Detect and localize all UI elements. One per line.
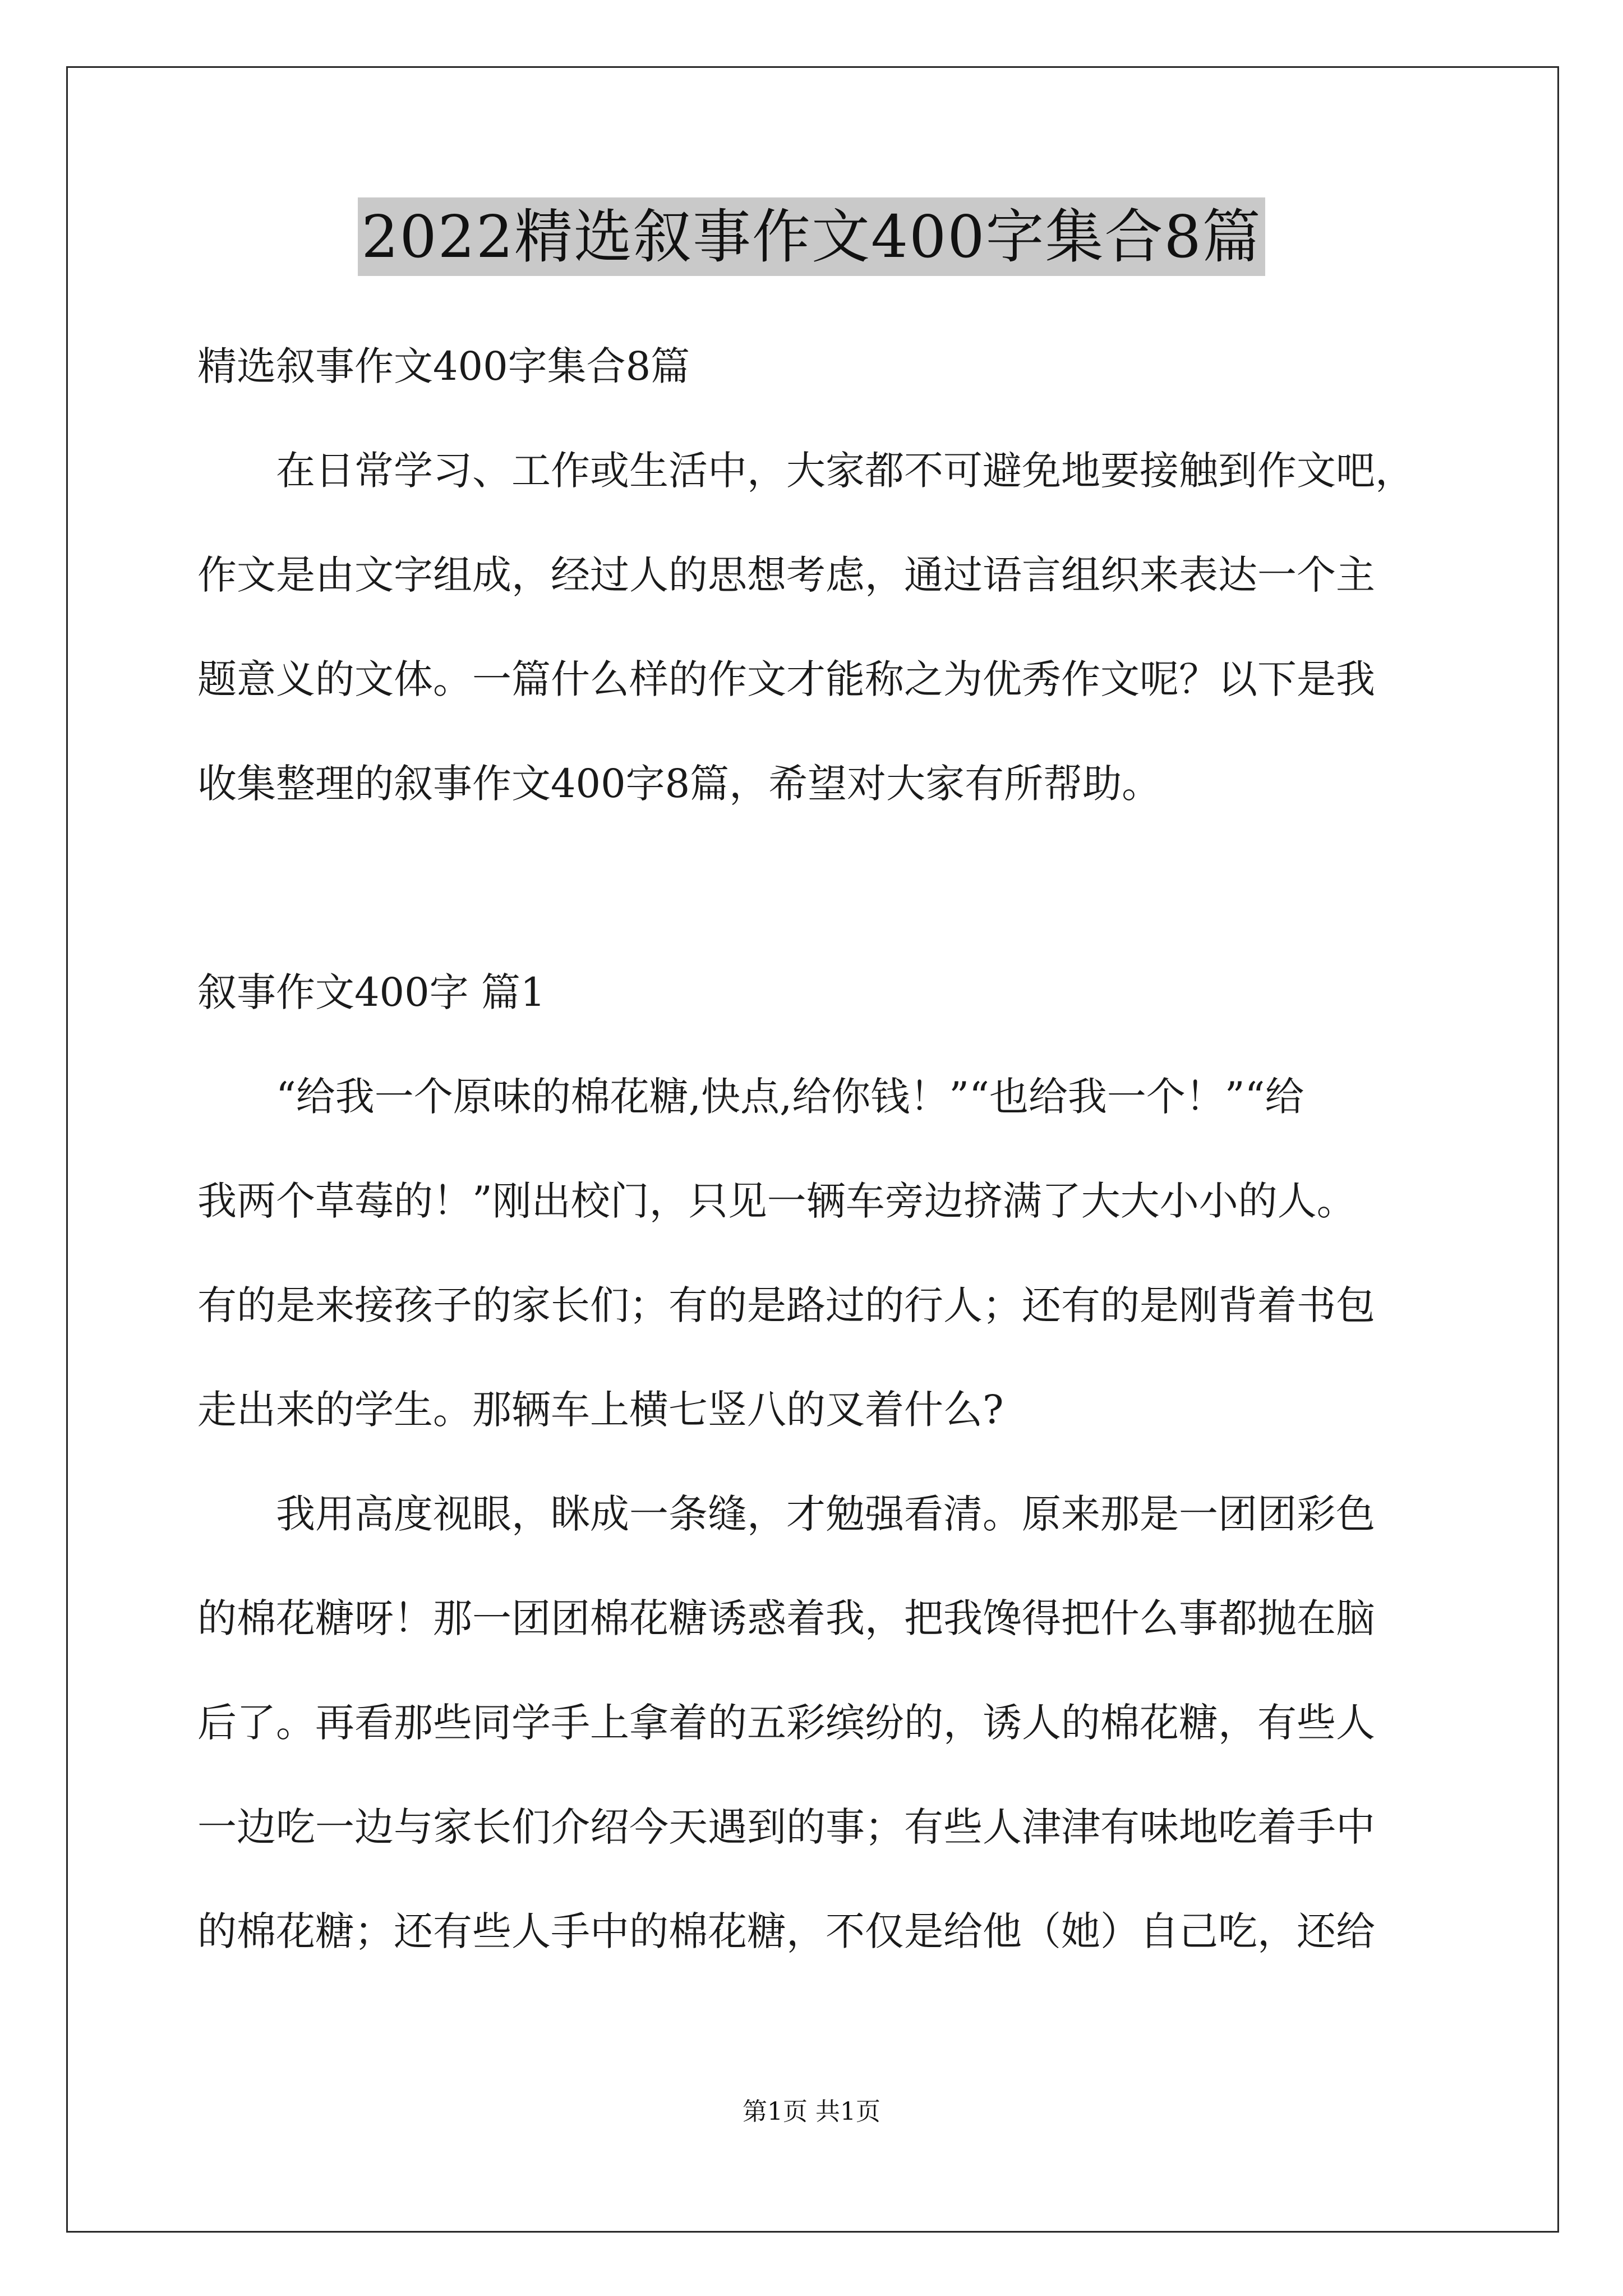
paragraph-line: 我用高度视眼，眯成一条缝，才勉强看清。原来那是一团团彩色	[276, 1491, 1375, 1537]
page-number-footer: 第1页 共1页	[743, 2097, 880, 2126]
document-subtitle: 精选叙事作文400字集合8篇	[197, 343, 690, 389]
document-body	[197, 314, 1431, 1984]
paragraph-line: 一边吃一边与家长们介绍今天遇到的事；有些人津津有味地吃着手中	[197, 1804, 1375, 1850]
document-title: 2022精选叙事作文400字集合8篇	[358, 197, 1265, 276]
story-paragraph-2	[197, 1462, 1431, 1984]
story-paragraph-1	[197, 1045, 1431, 1462]
intro-line: 题意义的文体。一篇什么样的作文才能称之为优秀作文呢？以下是我	[197, 656, 1375, 702]
section-heading: 叙事作文400字 篇1	[197, 969, 546, 1015]
title-container	[0, 197, 1623, 276]
paragraph-line: 后了。再看那些同学手上拿着的五彩缤纷的，诱人的棉花糖，有些人	[197, 1700, 1375, 1746]
paragraph-line: 的棉花糖呀！那一团团棉花糖诱惑着我，把我馋得把什么事都抛在脑	[197, 1595, 1375, 1641]
paragraph-line: 有的是来接孩子的家长们；有的是路过的行人；还有的是刚背着书包	[197, 1282, 1375, 1328]
intro-paragraph	[197, 418, 1431, 836]
intro-line: 在日常学习、工作或生活中，大家都不可避免地要接触到作文吧，	[276, 448, 1414, 494]
intro-line: 作文是由文字组成，经过人的思想考虑，通过语言组织来表达一个主	[197, 552, 1375, 598]
paragraph-line: 走出来的学生。那辆车上横七竖八的叉着什么?	[197, 1387, 1004, 1433]
paragraph-line: 的棉花糖；还有些人手中的棉花糖，不仅是给他（她）自己吃，还给	[197, 1908, 1375, 1954]
paragraph-line: 我两个草莓的！”刚出校门，只见一辆车旁边挤满了大大小小的人。	[197, 1178, 1356, 1224]
paragraph-line: “给我一个原味的棉花糖,快点,给你钱！”“也给我一个！”“给	[276, 1074, 1304, 1120]
intro-line: 收集整理的叙事作文400字8篇，希望对大家有所帮助。	[197, 761, 1161, 807]
blank-line	[197, 836, 1431, 940]
